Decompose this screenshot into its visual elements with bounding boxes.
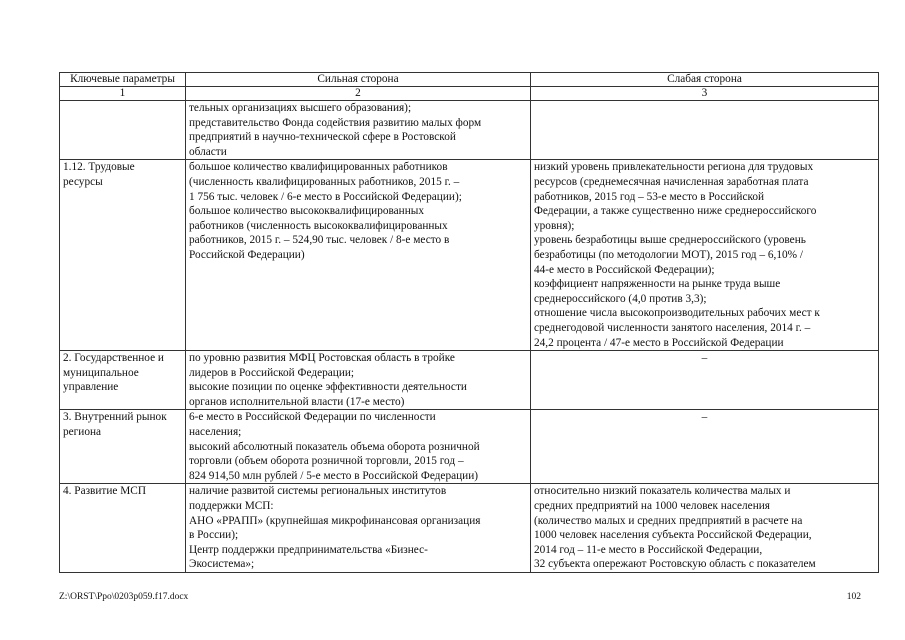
table-row [60,484,879,573]
cell-text-line: 1000 человек населения субъекта Российской Федерации, [534,529,812,542]
cell-text-line: 3. Внутренний рынок [63,411,167,424]
cell-text-line: управление [63,381,119,394]
cell-text-line: (численность квалифицированных работников, 2015 г. – [189,175,460,188]
cell-text-line: 1 756 тыс. человек / 6-е место в Российской Федерации); [189,190,462,203]
table-row [60,351,879,410]
cell-text-line: Экосистема»; [189,558,255,571]
cell-text-line: ресурсов (среднемесячная начисленная заработная плата [534,175,809,188]
cell-text-line: Центр поддержки предпринимательства «Бизнес- [189,543,428,556]
cell-text-line: тельных организациях высшего образования); [189,102,412,114]
cell-text-line: АНО «РРАПП» (крупнейшая микрофинансовая организация [189,514,481,527]
cell-text-line: 44-е место в Российской Федерации); [534,263,715,276]
cell-text-line: отношение числа высокопроизводительных рабочих мест к [534,307,820,320]
weakness-cell [531,160,879,351]
cell-text-line: коэффициент напряженности на рынке труда выше [534,278,781,291]
cell-text-line: 24,2 процента / 47-е место в Российской Федерации [534,336,784,349]
cell-text-line: работников (численность высококвалифицированных [189,219,448,232]
cell-text-line: наличие развитой системы региональных институтов [189,485,447,498]
weakness-cell [531,351,879,410]
column-number-1: 1 [60,87,186,101]
cell-text-line: работников, 2015 год – 53-е место в Российской [534,190,765,203]
cell-text-line: представительство Фонда содействия развитию малых форм [189,116,482,129]
empty-dash: – [701,352,708,365]
cell-text-line: 824 914,50 млн рублей / 5-е место в Российской Федерации) [189,469,479,482]
cell-text-line: большое количество квалифицированных работников [189,161,448,174]
weakness-cell [531,410,879,484]
strength-cell [186,101,531,160]
weakness-cell [531,101,879,160]
header-strengths: Сильная сторона [186,73,531,87]
key-parameter-cell [60,410,186,484]
cell-text-line: низкий уровень привлекательности региона для трудовых [534,161,814,174]
cell-text-line: (количество малых и средних предприятий в расчете на [534,514,803,527]
weakness-cell [531,484,879,573]
cell-text-line: населения; [189,426,242,439]
cell-text-line: 6-е место в Российской Федерации по численности [189,411,436,424]
cell-text-line: большое количество высококвалифицированных [189,205,425,218]
header-key-params: Ключевые параметры [60,73,186,87]
cell-text-line: поддержки МСП: [189,500,274,513]
key-parameter-cell [60,101,186,160]
table-column-numbers-row [60,87,879,101]
strength-cell [186,160,531,351]
cell-text-line: 2014 год – 11-е место в Российской Федерации, [534,543,763,556]
cell-text-line: среднероссийского (4,0 против 3,3); [534,292,707,305]
cell-text-line: 1.12. Трудовые [63,161,135,174]
cell-text-line: органов исполнительной власти (17-е место) [189,395,405,408]
cell-text-line: торговли (объем оборота розничной торговли, 2015 год – [189,455,464,468]
table-header-row [60,73,879,87]
key-parameter-cell [60,160,186,351]
empty-dash: – [701,411,708,424]
key-parameter-cell [60,484,186,573]
cell-text-line: средних предприятий на 1000 человек населения [534,500,770,513]
cell-text-line: 4. Развитие МСП [63,485,146,498]
cell-text-line: уровень безработицы выше среднероссийского (уровень [534,234,806,247]
swot-table [59,72,879,573]
header-weaknesses: Слабая сторона [531,73,879,87]
cell-text-line: предприятий в научно-технической сфере в Ростовской [189,131,456,144]
strength-cell [186,484,531,573]
footer-file-path: Z:\ORST\Ppo\0203p059.f17.docx [59,592,189,602]
cell-text-line: 32 субъекта опережают Ростовскую область с показателем [534,558,816,571]
cell-text-line: Российской Федерации) [189,248,305,261]
footer-page-number: 102 [846,592,861,602]
cell-text-line: уровня); [534,219,575,232]
cell-text-line: области [189,145,227,158]
cell-text-line: ресурсы [63,175,103,188]
column-number-3: 3 [531,87,879,101]
cell-text-line: в России); [189,529,239,542]
cell-text-line: региона [63,426,102,439]
cell-text-line: высокий абсолютный показатель объема оборота розничной [189,440,480,453]
cell-text-line: среднегодовой численности занятого населения, 2014 г. – [534,321,811,334]
cell-text-line: 2. Государственное и [63,352,164,365]
strength-cell [186,351,531,410]
cell-text-line: Федерации, а также существенно ниже среднероссийского [534,205,817,218]
cell-text-line: безработицы (по методологии МОТ), 2015 год – 6,10% / [534,248,803,261]
strength-cell [186,410,531,484]
table-row [60,160,879,351]
key-parameter-cell [60,351,186,410]
table-row [60,410,879,484]
cell-text-line: муниципальное [63,366,139,379]
cell-text-line: по уровню развития МФЦ Ростовская область в тройке [189,352,455,365]
cell-text-line: высокие позиции по оценке эффективности деятельности [189,381,467,394]
cell-text-line: лидеров в Российской Федерации; [189,366,355,379]
cell-text-line: работников, 2015 г. – 524,90 тыс. человек / 8-е место в [189,234,450,247]
cell-text-line: относительно низкий показатель количества малых и [534,485,791,498]
table-row [60,101,879,160]
column-number-2: 2 [186,87,531,101]
